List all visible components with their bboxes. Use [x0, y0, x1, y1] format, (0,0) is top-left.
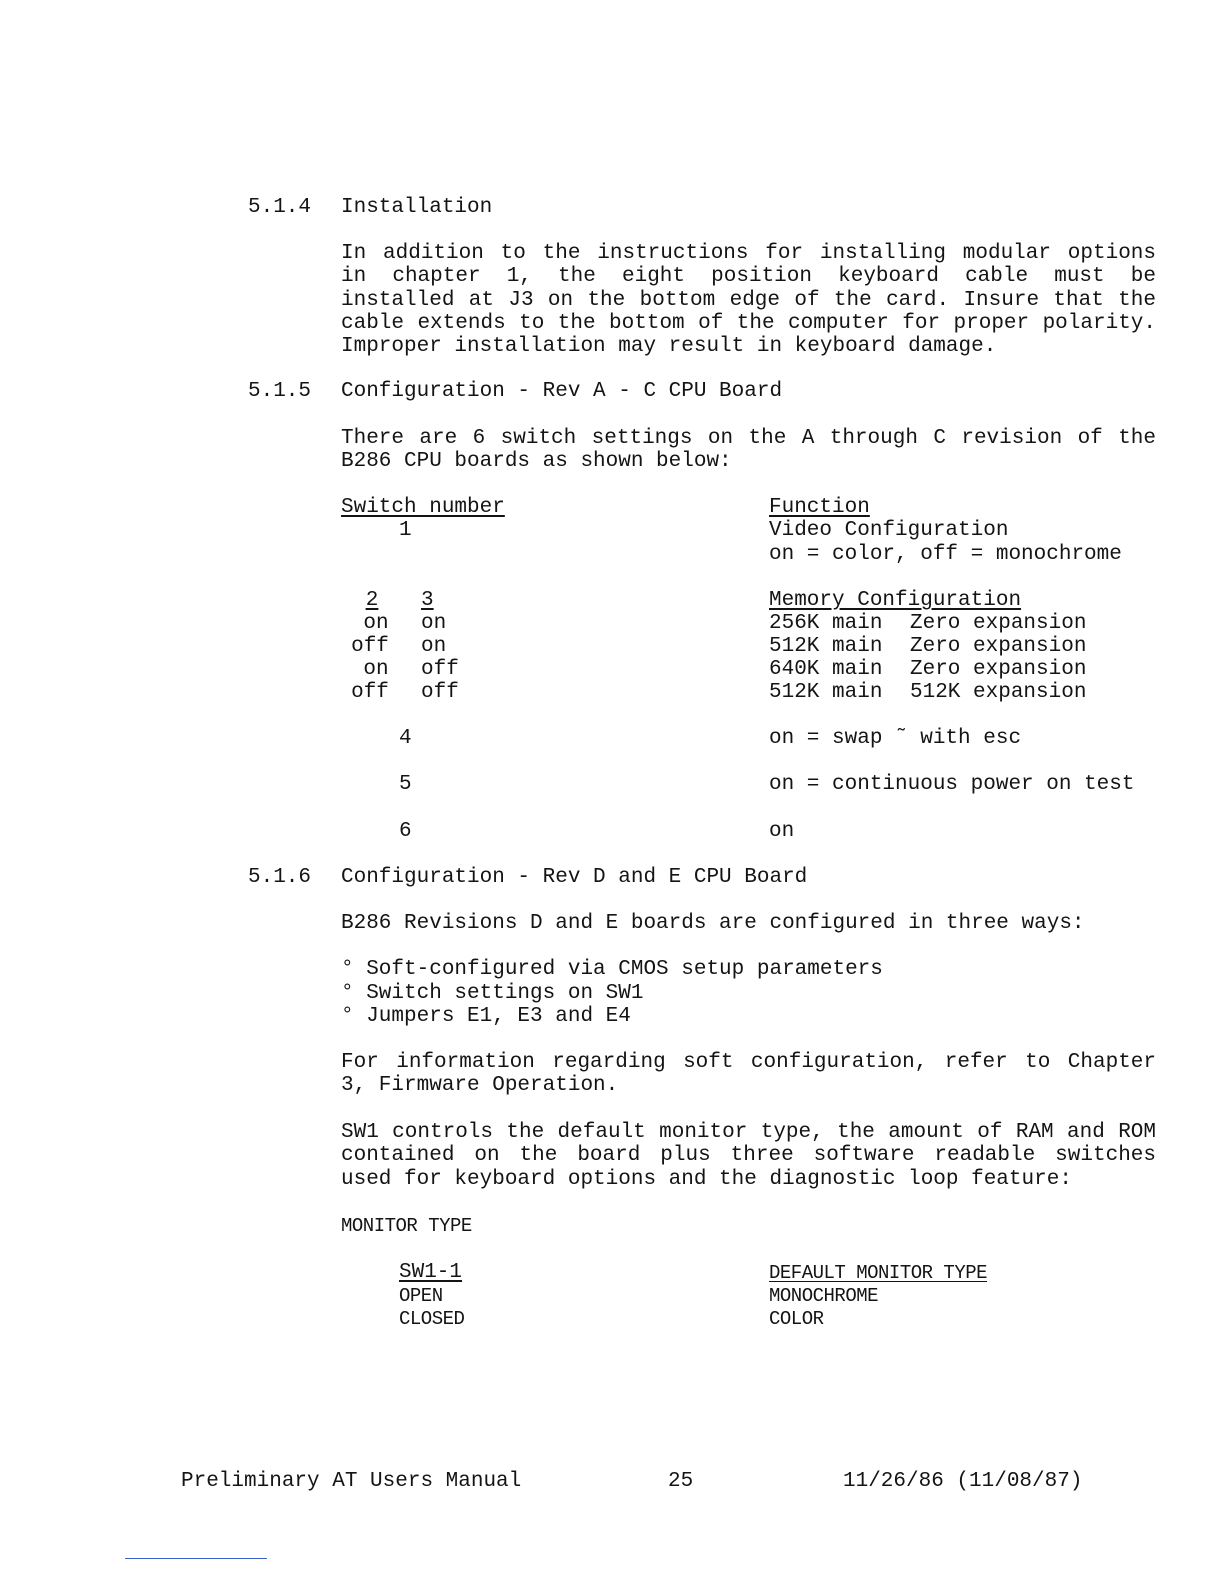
installation-paragraph: In addition to the instructions for installing modular options in chapter 1, the eight position keyboard cable must be installed at J3 on the bottom edge of the card. Insure that the cable extends to the bottom of the computer for proper polarity. Improper installation may result in keyboard damage.	[341, 242, 1156, 359]
main-memory: 640K main	[769, 658, 883, 681]
default-monitor-type-header: DEFAULT MONITOR TYPE	[769, 1262, 988, 1284]
switch-5-number: 5	[399, 773, 412, 796]
switch-setting: CLOSED	[399, 1308, 465, 1330]
section-title-config-rev-d-e: Configuration - Rev D and E CPU Board	[341, 866, 808, 889]
soft-config-reference: For information regarding soft configuration, refer to Chapter 3, Firmware Operation.	[341, 1051, 1156, 1098]
sw3-value: off	[421, 658, 459, 681]
sw3-value: off	[421, 681, 459, 704]
memory-col-3-header: 3	[421, 589, 434, 612]
monitor-type: COLOR	[769, 1308, 824, 1330]
switch-6-number: 6	[399, 820, 412, 843]
switch-intro-paragraph: There are 6 switch settings on the A through C revision of the B286 CPU boards as shown below:	[341, 427, 1156, 474]
sw1-1-header: SW1-1	[399, 1261, 463, 1284]
switch-1-title: Video Configuration	[769, 519, 1009, 542]
sw3-value: on	[421, 635, 447, 658]
page-number: 25	[668, 1470, 694, 1493]
sw1-description-paragraph: SW1 controls the default monitor type, the amount of RAM and ROM contained on the board plus three software readable switches used for keyboard options and the diagnostic loop feature:	[341, 1121, 1156, 1191]
expansion-memory: Zero expansion	[910, 635, 1087, 658]
monitor-type: MONOCHROME	[769, 1285, 879, 1307]
switch-4-description: on = swap ˜ with esc	[769, 727, 1022, 750]
sw3-value: on	[421, 612, 447, 635]
section-number-5-1-4: 5.1.4	[248, 196, 312, 219]
list-item: ° Switch settings on SW1	[341, 982, 644, 1005]
sw2-value: on	[363, 658, 389, 681]
sw2-value: on	[363, 612, 389, 635]
footer-date: 11/26/86 (11/08/87)	[843, 1470, 1083, 1493]
expansion-memory: Zero expansion	[910, 658, 1087, 681]
section-title-installation: Installation	[341, 196, 493, 219]
switch-setting: OPEN	[399, 1285, 443, 1307]
section-number-5-1-6: 5.1.6	[248, 866, 312, 889]
section-number-5-1-5: 5.1.5	[248, 380, 312, 403]
main-memory: 512K main	[769, 635, 883, 658]
main-memory: 256K main	[769, 612, 883, 635]
expansion-memory: 512K expansion	[910, 681, 1087, 704]
footer-manual-title: Preliminary AT Users Manual	[181, 1470, 522, 1493]
switch-4-number: 4	[399, 727, 412, 750]
sw2-value: off	[351, 635, 389, 658]
switch-1-number: 1	[399, 519, 412, 542]
sw2-value: off	[351, 681, 389, 704]
list-item: ° Jumpers E1, E3 and E4	[341, 1005, 631, 1028]
memory-config-title: Memory Configuration	[769, 589, 1022, 612]
switch-1-description: on = color, off = monochrome	[769, 543, 1122, 566]
monitor-type-heading: MONITOR TYPE	[341, 1215, 472, 1237]
footer-divider	[125, 1558, 267, 1559]
switch-5-description: on = continuous power on test	[769, 773, 1135, 796]
switch-6-description: on	[769, 820, 795, 843]
switch-number-header: Switch number	[341, 496, 505, 519]
memory-col-2-header: 2	[365, 589, 379, 612]
expansion-memory: Zero expansion	[910, 612, 1087, 635]
section-title-config-rev-a-c: Configuration - Rev A - C CPU Board	[341, 380, 783, 403]
rev-d-e-intro: B286 Revisions D and E boards are configured in three ways:	[341, 912, 1085, 935]
main-memory: 512K main	[769, 681, 883, 704]
function-header: Function	[769, 496, 870, 519]
list-item: ° Soft-configured via CMOS setup parameters	[341, 958, 883, 981]
